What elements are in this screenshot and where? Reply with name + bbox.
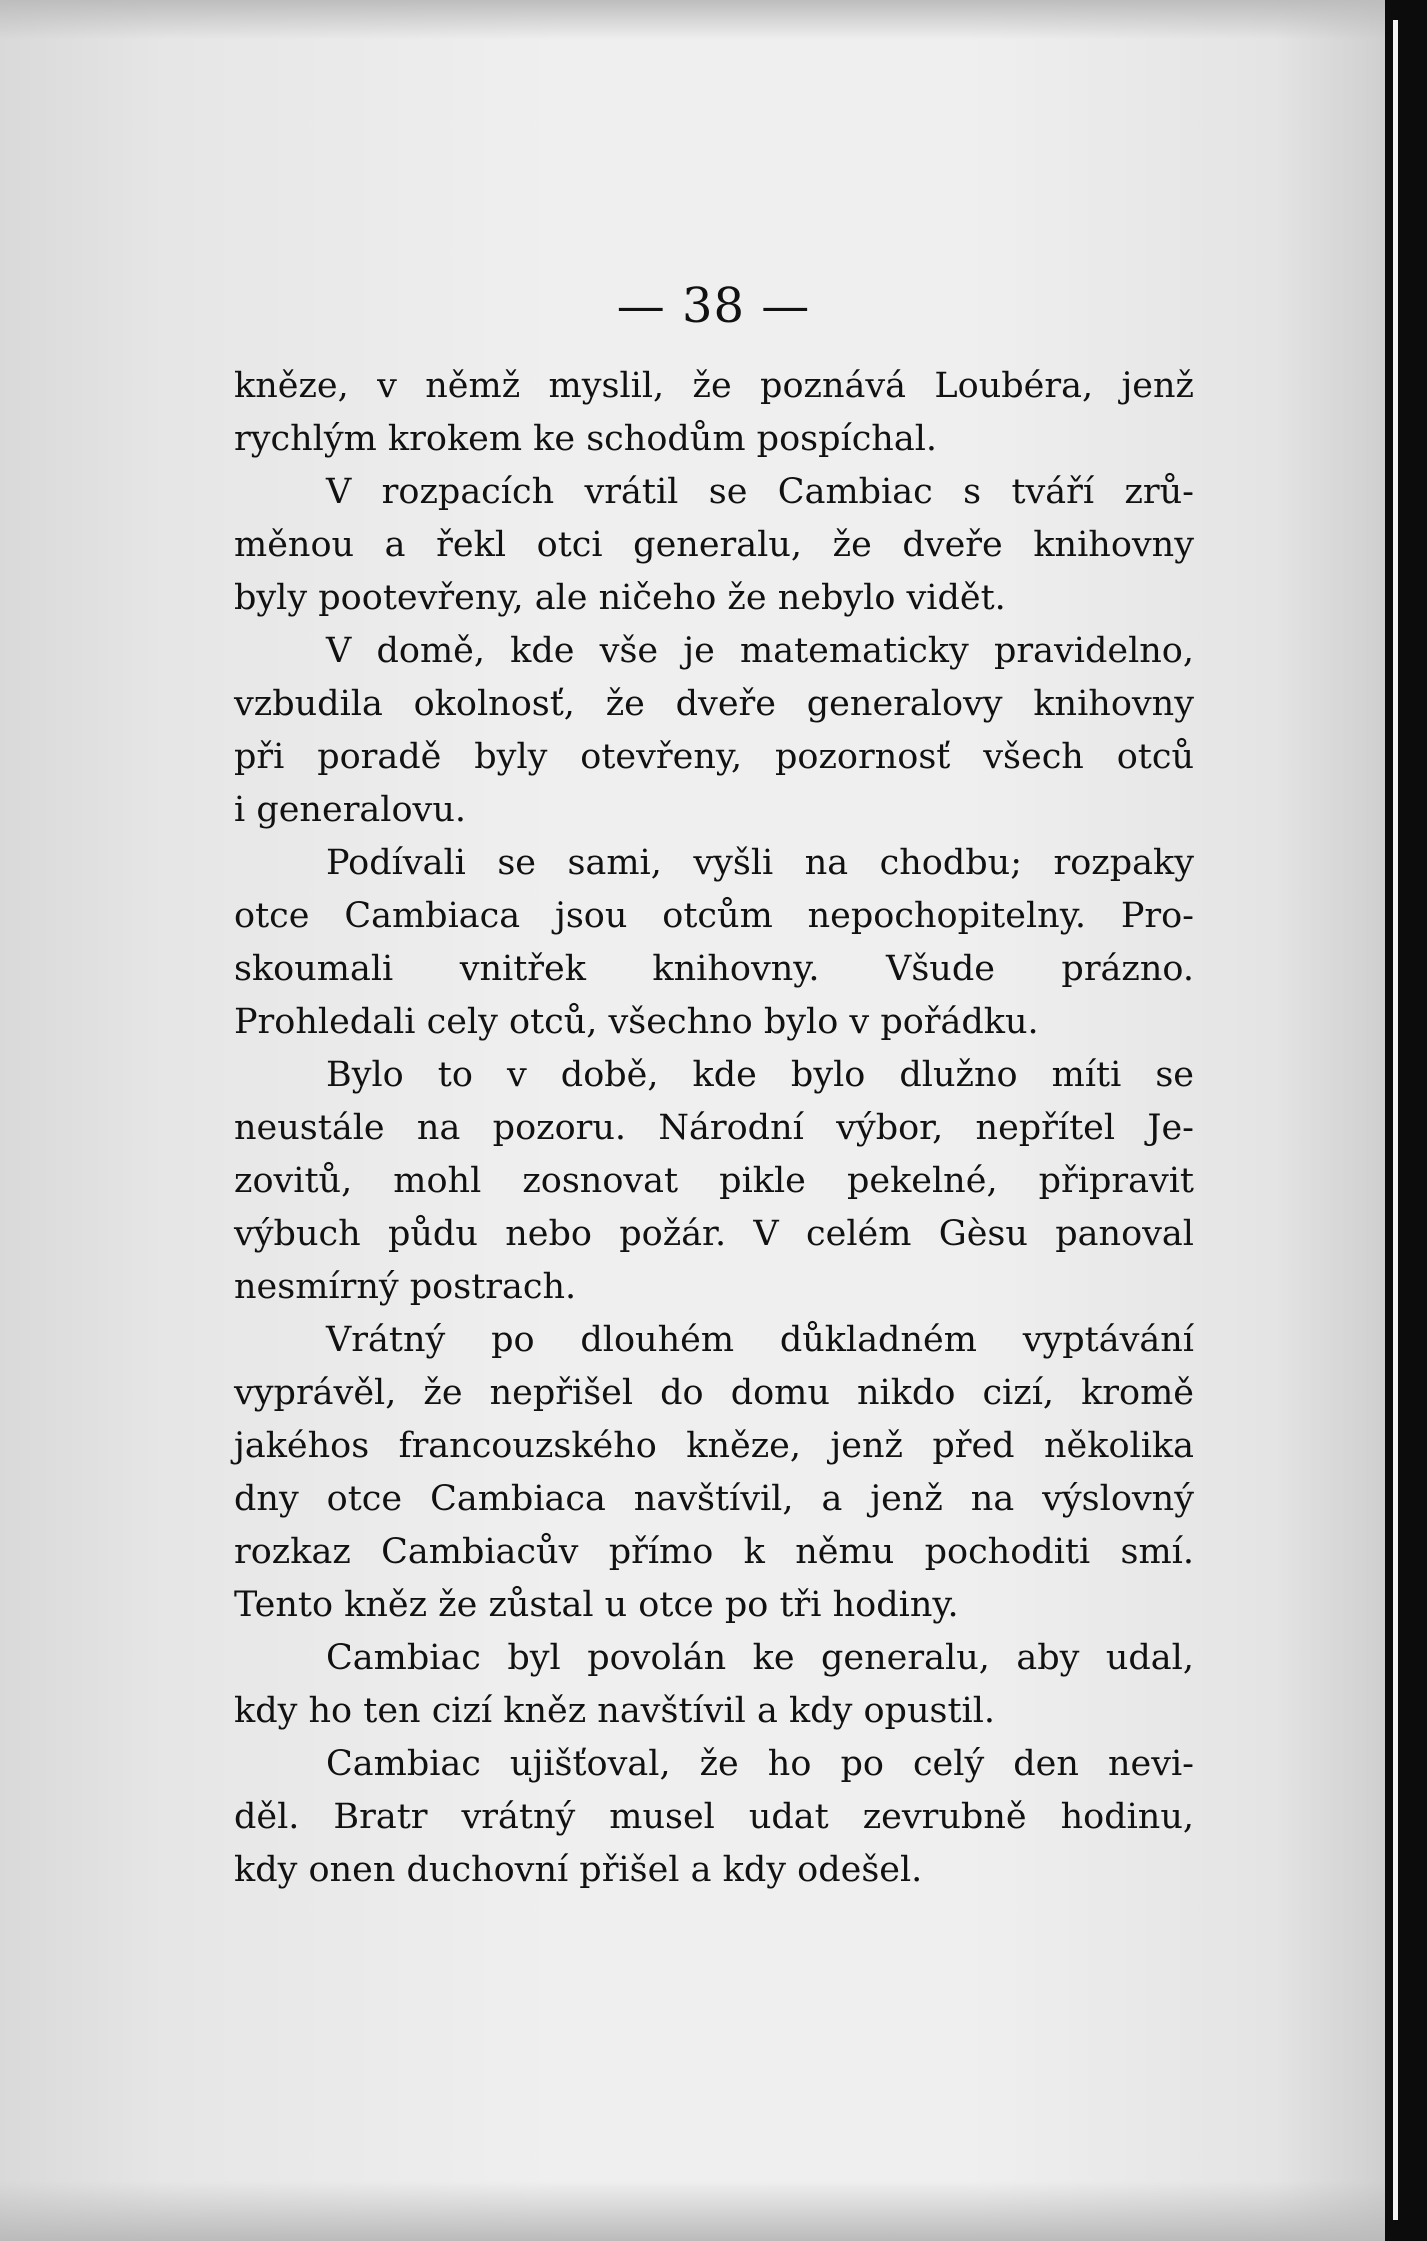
text-line: jakéhos francouzského kněze, jenž před několika xyxy=(234,1426,1194,1466)
page-number: — 38 — xyxy=(616,278,811,334)
text-line: i generalovu. xyxy=(234,790,466,830)
text-line: V domě, kde vše je matematicky pravidelno, xyxy=(326,631,1194,671)
text-line: vzbudila okolnosť, že dveře generalovy knihovny xyxy=(234,684,1194,724)
text-line: rozkaz Cambiacův přímo k němu pochoditi smí. xyxy=(234,1532,1194,1572)
text-line: Tento kněz že zůstal u otce po tři hodiny. xyxy=(234,1585,959,1625)
text-line: dny otce Cambiaca navštívil, a jenž na výslovný xyxy=(234,1479,1194,1519)
page-edge-line xyxy=(1393,20,1398,2220)
text-line: Cambiac byl povolán ke generalu, aby udal, xyxy=(326,1638,1194,1678)
text-line: při poradě byly otevřeny, pozornosť všech otců xyxy=(234,737,1194,777)
text-line: V rozpacích vrátil se Cambiac s tváří zrů- xyxy=(326,472,1194,512)
text-line: vyprávěl, že nepřišel do domu nikdo cizí, kromě xyxy=(234,1373,1194,1413)
text-line: otce Cambiaca jsou otcům nepochopitelny. Pro- xyxy=(234,896,1194,936)
text-line: Vrátný po dlouhém důkladném vyptávání xyxy=(326,1320,1194,1360)
text-line: měnou a řekl otci generalu, že dveře knihovny xyxy=(234,525,1194,565)
text-line: skoumali vnitřek knihovny. Všude prázno. xyxy=(234,949,1194,989)
text-line: neustále na pozoru. Národní výbor, nepřítel Je- xyxy=(234,1108,1194,1148)
text-line: Cambiac ujišťoval, že ho po celý den nevi- xyxy=(326,1744,1194,1784)
text-line: děl. Bratr vrátný musel udat zevrubně hodinu, xyxy=(234,1797,1194,1837)
scan-edge xyxy=(1385,0,1427,2241)
text-line: kněze, v němž myslil, že poznává Loubéra, jenž xyxy=(234,366,1194,406)
text-line: zovitů, mohl zosnovat pikle pekelné, připravit xyxy=(234,1161,1194,1201)
text-line: Prohledali cely otců, všechno bylo v pořádku. xyxy=(234,1002,1039,1042)
text-line: kdy onen duchovní přišel a kdy odešel. xyxy=(234,1850,923,1890)
text-line: rychlým krokem ke schodům pospíchal. xyxy=(234,419,938,459)
text-line: Podívali se sami, vyšli na chodbu; rozpaky xyxy=(326,843,1194,883)
text-line: Bylo to v době, kde bylo dlužno míti se xyxy=(326,1055,1194,1095)
body-text xyxy=(234,360,1194,1897)
text-line: kdy ho ten cizí kněz navštívil a kdy opustil. xyxy=(234,1691,996,1731)
text-line: výbuch půdu nebo požár. V celém Gèsu panoval xyxy=(234,1214,1194,1254)
text-line: byly pootevřeny, ale ničeho že nebylo vidět. xyxy=(234,578,1006,618)
text-line: nesmírný postrach. xyxy=(234,1267,577,1307)
